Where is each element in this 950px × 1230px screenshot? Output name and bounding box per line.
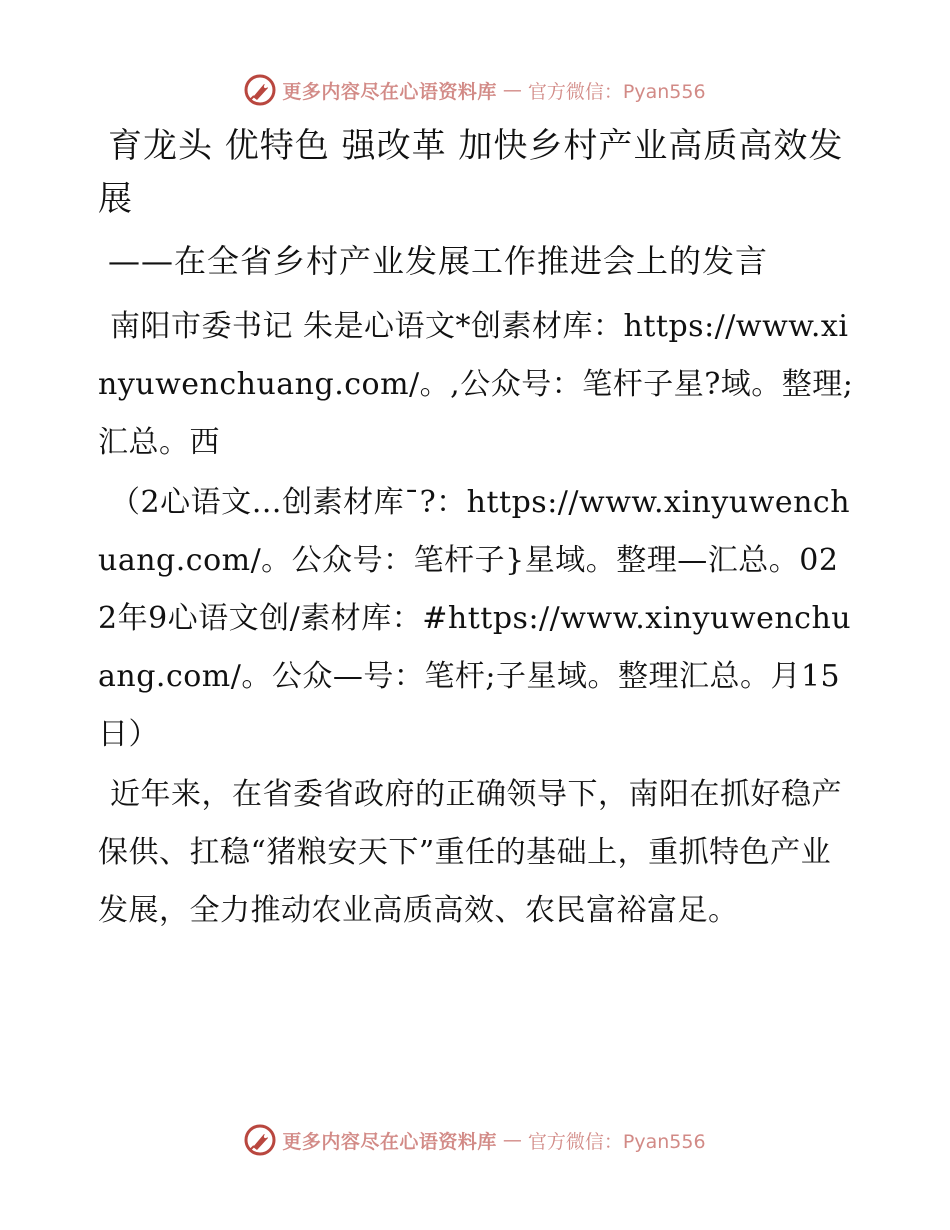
banner-brand-text: 更多内容尽在心语资料库	[282, 80, 497, 103]
banner-brand-text: 更多内容尽在心语资料库	[282, 1130, 497, 1153]
document-title: 育龙头 优特色 强改革 加快乡村产业高质高效发展	[98, 126, 844, 219]
pen-nib-circle-icon	[244, 1124, 276, 1156]
banner-dash: —	[502, 1129, 522, 1151]
footer-banner	[0, 1122, 950, 1158]
banner-dash: —	[502, 79, 522, 101]
document-subtitle: ——在全省乡村产业发展工作推进会上的发言	[108, 242, 769, 280]
header-banner	[0, 72, 950, 108]
author-line: 南阳市委书记 朱是心语文*创素材库：https://www.xinyuwenchuang.com/。,公众号：笔杆子星?域。整理;汇总。西	[98, 309, 854, 460]
document-body	[98, 120, 858, 942]
pen-nib-circle-icon	[244, 74, 276, 106]
date-line: （2心语文…创素材库¯?：https://www.xinyuwenchuang.com/。公众号：笔杆子}星域。整理—汇总。022年9心语文创/素材库：#https://www.xinyuwenchuang.com/。公众—号：笔杆;子星域。整理汇总。月15日）	[98, 485, 852, 752]
body-paragraph: 近年来，在省委省政府的正确领导下，南阳在抓好稳产保供、扛稳“猪粮安天下”重任的基础上，重抓特色产业发展，全力推动农业高质高效、农民富裕富足。	[98, 777, 842, 928]
banner-contact-text: 官方微信：Pyan556	[527, 1130, 706, 1153]
banner-contact-text: 官方微信：Pyan556	[527, 80, 706, 103]
